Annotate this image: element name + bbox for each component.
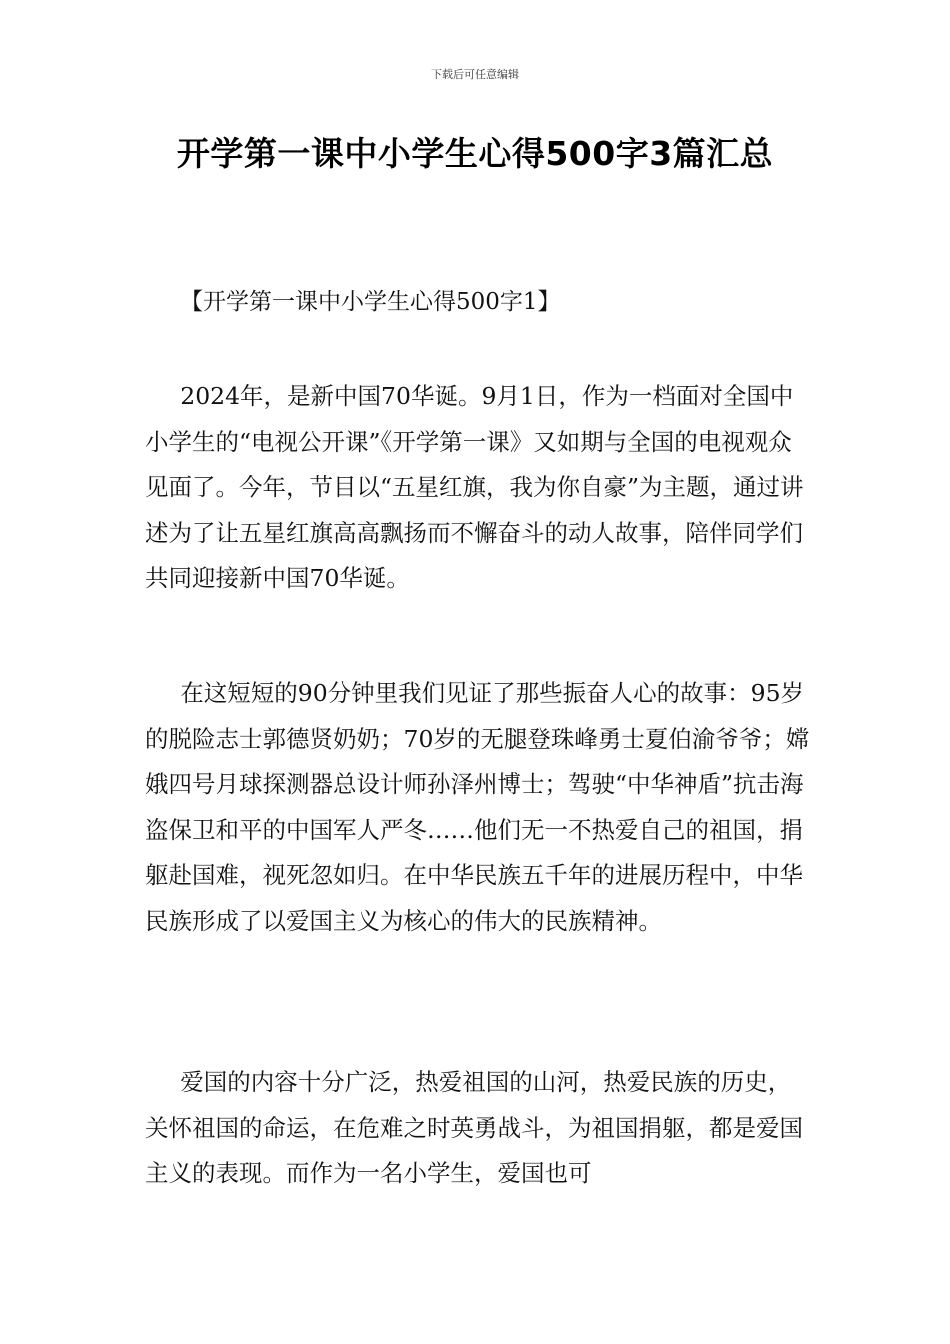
paragraph-3: 爱国的内容十分广泛，热爱祖国的山河，热爱民族的历史，关怀祖国的命运，在危难之时英勇战斗，为祖国捐躯，都是爱国主义的表现。而作为一名小学生，爱国也可 <box>145 1068 803 1187</box>
header-note: 下载后可任意编辑 <box>431 68 519 81</box>
document-title: 开学第一课中小学生心得500字3篇汇总 <box>176 134 774 173</box>
paragraph-2: 在这短短的90分钟里我们见证了那些振奋人心的故事：95岁的脱险志士郭德贤奶奶；70岁的无腿登珠峰勇士夏伯渝爷爷；嫦娥四号月球探测器总设计师孙泽州博士；驾驶“中华神盾”抗击海盗保卫和平的中国军人严冬……他们无一不热爱自己的祖国，捐躯赴国难，视死忽如归。在中华民族五千年的进展历程中，中华民族形成了以爱国主义为核心的伟大的民族精神。 <box>145 679 810 935</box>
section-heading: 【开学第一课中小学生心得500字1】 <box>180 289 561 315</box>
paragraph-1: 2024年，是新中国70华诞。9月1日，作为一档面对全国中小学生的“电视公开课”《开学第一课》又如期与全国的电视观众见面了。今年，节目以“五星红旗，我为你自豪”为主题，通过讲述为了让五星红旗高高飘扬而不懈奋斗的动人故事，陪伴同学们共同迎接新中国70华诞。 <box>145 382 804 592</box>
